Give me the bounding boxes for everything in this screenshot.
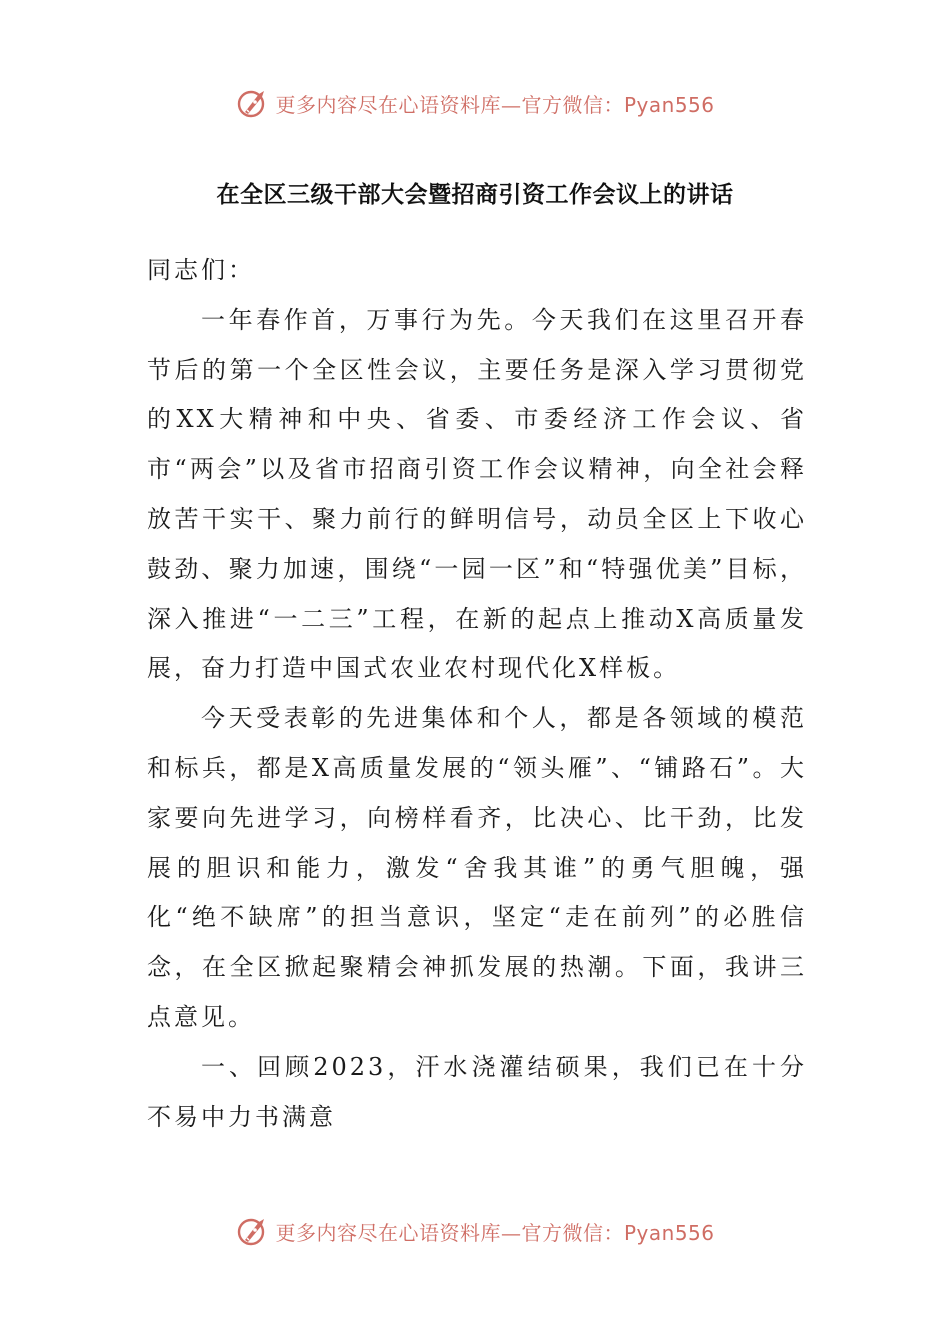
watermark-text: 更多内容尽在心语资料库—官方微信：Pyan556	[275, 1220, 715, 1245]
document-title: 在全区三级干部大会暨招商引资工作会议上的讲话	[216, 182, 734, 208]
paragraph-1: 一年春作首，万事行为先。今天我们在这里召开春节后的第一个全区性会议，主要任务是深入学习贯彻党的XX大精神和中央、省委、市委经济工作会议、省市“两会”以及省市招商引资工作会议精神，向全社会释放苦干实干、聚力前行的鲜明信号，动员全区上下收心鼓劲、聚力加速，围绕“一园一区”和“特强优美”目标，深入推进“一二三”工程，在新的起点上推动X高质量发展，奋力打造中国式农业农村现代化X样板。	[147, 305, 807, 683]
section-heading-1: 一、回顾2023，汗水浇灌结硕果，我们已在十分不易中力书满意	[147, 1052, 807, 1131]
pen-nib-circle-icon	[235, 1213, 271, 1249]
watermark-text: 更多内容尽在心语资料库—官方微信：Pyan556	[275, 92, 715, 117]
document-body	[147, 246, 807, 1142]
watermark-wechat-id: Pyan556	[623, 92, 715, 117]
salutation: 同志们：	[147, 256, 255, 284]
watermark-wechat-id: Pyan556	[623, 1220, 715, 1245]
paragraph-2: 今天受表彰的先进集体和个人，都是各领域的模范和标兵，都是X高质量发展的“领头雁”、“铺路石”。大家要向先进学习，向榜样看齐，比决心、比干劲，比发展的胆识和能力，激发“舍我其谁”的勇气胆魄，强化“绝不缺席”的担当意识，坚定“走在前列”的必胜信念，在全区掀起聚精会神抓发展的热潮。下面，我讲三点意见。	[147, 704, 807, 1031]
pen-nib-circle-icon	[235, 85, 271, 121]
watermark-banner-top	[0, 83, 950, 123]
watermark-banner-bottom	[0, 1211, 950, 1251]
